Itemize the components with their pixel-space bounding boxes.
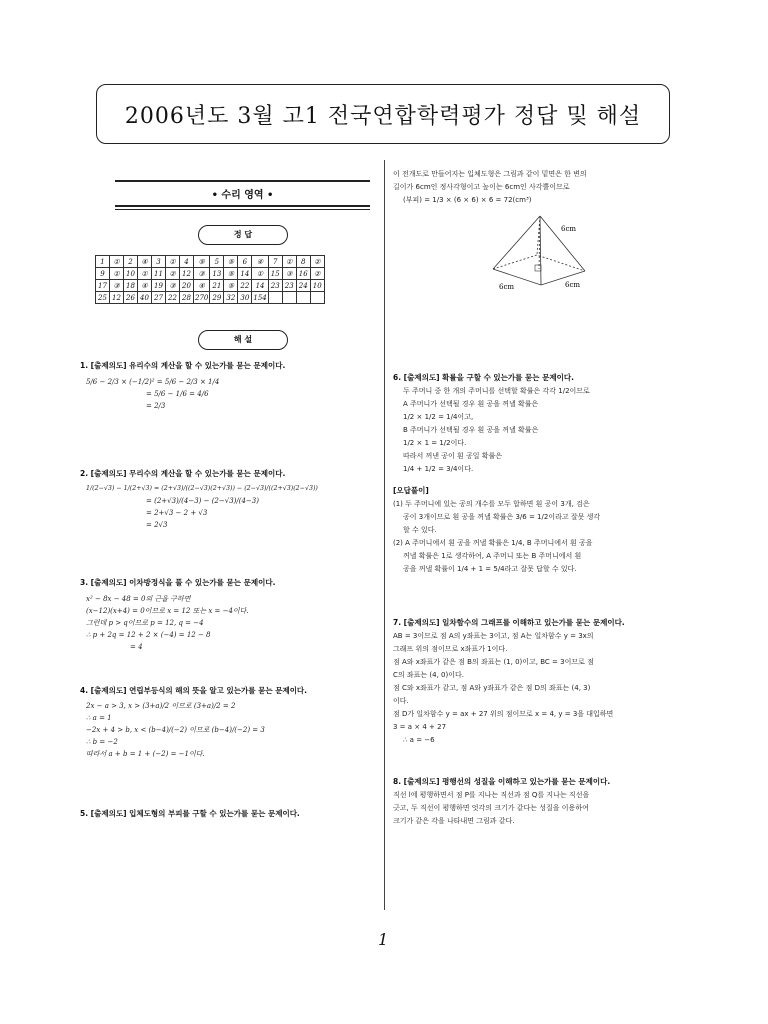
q7-line: 점 A와 x좌표가 같은 점 B의 좌표는 (1, 0)이고, BC = 3이므로 점 [393,658,594,666]
answer-value-cell: 40 [138,292,152,304]
answer-number-cell: 9 [96,268,110,280]
answer-value-cell: 32 [224,292,238,304]
answer-number-cell: 17 [96,280,110,292]
q4-line: 따라서 a + b = 1 + (−2) = −1이다. [86,750,205,758]
answers-label: 정 답 [198,225,288,245]
answer-number-cell: 21 [210,280,224,292]
answer-value-cell: ① [110,256,124,268]
wrong-answer-explanation [393,484,693,576]
answer-value-cell: ④ [138,280,152,292]
answer-value-cell: ④ [252,256,268,268]
q7-line: ∴ a = −6 [403,736,435,744]
q3-line: x² − 8x − 48 = 0의 근을 구하면 [86,594,191,603]
answer-number-cell: 10 [124,268,138,280]
q1-line: = 5/6 − 1/6 = 4/6 [146,389,209,398]
answer-number-cell: 22 [238,280,252,292]
pyramid-label-top: 6cm [561,225,577,233]
answer-number-cell: 13 [210,268,224,280]
q8-line: 직선 l에 평행하면서 점 P를 지나는 직선과 점 Q를 지나는 직선을 [393,791,590,799]
question-6 [393,371,693,476]
answer-value-cell: ⑤ [224,268,238,280]
q6-line: 1/4 + 1/2 = 3/4이다. [403,465,474,473]
answer-row [96,256,325,268]
answer-value-cell: 154 [253,293,267,302]
explanation-label: 해 설 [198,330,288,350]
answer-value-cell: ① [166,256,180,268]
question-4-head: 4. [출제의도] 연립부등식의 해의 뜻을 알고 있는가를 묻는 문제이다. [80,685,308,695]
question-8-head: 8. [출제의도] 평행선의 성질을 이해하고 있는가를 묻는 문제이다. [393,777,611,786]
page-title-text: 2006년도 3월 고1 전국연합학력평가 정답 및 해설 [124,103,642,129]
answer-value-cell: ① [138,268,152,280]
q7-line: 점 D가 일차함수 y = ax + 27 위의 점이므로 x = 4, y = 3을 대입하면 [393,710,614,718]
wrong-answer-line: (2) A 주머니에서 흰 공을 꺼낼 확률은 1/4, B 주머니에서 흰 공을 [393,539,593,547]
question-5-head: 5. [출제의도] 입체도형의 부피를 구할 수 있는가를 묻는 문제이다. [80,809,300,818]
answer-value-cell: ② [310,268,324,280]
answer-value-cell: ③ [110,280,124,292]
answer-value-cell: 14 [252,280,268,292]
answer-number-cell: 8 [296,256,310,268]
answer-number-cell: 6 [238,256,252,268]
answer-value-cell: ② [166,268,180,280]
answer-number-cell: 24 [296,280,310,292]
answer-number-cell: 3 [152,256,166,268]
left-column [80,180,370,824]
wrong-answer-line: 할 수 있다. [403,526,437,534]
q1-line: 5/6 − 2/3 × (−1/2)² = 5/6 − 2/3 × 1/4 [86,377,220,386]
wrong-answer-head: [오답풀이] [393,486,429,495]
wrong-answer-line: 꺼낼 확률은 1로 생각하여, A 주머니 또는 B 주머니에서 흰 [403,552,582,560]
question-3-head: 3. [출제의도] 이차방정식을 풀 수 있는가를 묻는 문제이다. [80,578,276,587]
question-1 [80,360,370,412]
q4-line: −2x + 4 > b, x < (b−4)/(−2) 이므로 (b−4)/(−2) = 3 [86,726,265,734]
answer-value-cell: ① [252,268,268,280]
question-7 [393,616,693,747]
answer-number-cell: 27 [152,292,166,304]
question-3 [80,577,370,653]
q1-line: = 2/3 [146,401,166,410]
q7-line: AB = 3이므로 점 A의 y좌표는 3이고, 점 A는 일차함수 y = 3x의 [393,632,594,640]
answer-number-cell: 14 [238,268,252,280]
answer-value-cell: ② [310,256,324,268]
q5-continued-line: 길이가 6cm인 정사각형이고 높이는 6cm인 사각뿔이므로 [393,183,570,191]
answer-value-cell [310,292,324,304]
answer-number-cell: 2 [124,256,138,268]
answer-number-cell: 12 [180,268,194,280]
q6-line: 1/2 × 1/2 = 1/4이고, [403,413,474,421]
answer-number-cell: 19 [152,280,166,292]
answer-value-cell: 270 [195,293,209,302]
q4-line: ∴ b = −2 [86,738,118,746]
section-heading: • 수리 영역 • [115,180,370,207]
answer-value-cell: ① [282,256,296,268]
answer-value-cell: ③ [166,280,180,292]
answer-number-cell: 26 [124,292,138,304]
answer-number-cell: 11 [152,268,166,280]
q8-line: 긋고, 두 직선이 평행하면 엇각의 크기가 같다는 성질을 이용하여 [393,804,589,812]
column-divider [384,160,385,910]
q3-line: ∴ p + 2q = 12 + 2 × (−4) = 12 − 8 [86,630,211,639]
pyramid-figure [485,211,595,291]
question-6-head: 6. [출제의도] 확률을 구할 수 있는가를 묻는 문제이다. [393,373,574,382]
q7-line: 그래프 위의 점이므로 x좌표가 1이다. [393,645,508,653]
q2-line: 1/(2−√3) − 1/(2+√3) = (2+√3)/((2−√3)(2+√3)) − (2−√3)/((2+√3)(2−√3)) [86,485,318,492]
answer-value-cell [282,292,296,304]
answer-value-cell: ⑤ [194,256,210,268]
q6-line: A 주머니가 선택될 경우 흰 공을 꺼낼 확률은 [403,400,539,408]
answer-number-cell: 1 [96,256,110,268]
answer-number-cell: 15 [268,268,282,280]
answer-number-cell: 20 [180,280,194,292]
answer-value-cell: ⑤ [224,256,238,268]
answer-number-cell: 18 [124,280,138,292]
pyramid-label-right: 6cm [565,281,581,289]
question-2 [80,468,370,532]
q5-continued-line: 이 전개도로 만들어지는 입체도형은 그림과 같이 밑면은 한 변의 [393,170,587,178]
page-title [96,84,670,144]
answer-number-cell: 30 [238,292,252,304]
answer-value-cell: 22 [166,292,180,304]
q7-line: 이다. [393,697,409,705]
q4-line: 2x − a > 3, x > (3+a)/2 이므로 (3+a)/2 = 2 [86,702,236,710]
answer-value-cell: 10 [310,280,324,292]
q3-line: = 4 [130,642,143,651]
q3-line: 그런데 p > q이므로 p = 12, q = −4 [86,618,204,627]
answer-number-cell: 25 [96,292,110,304]
answer-value-cell: 12 [110,292,124,304]
wrong-answer-line: 공을 꺼낼 확률이 1/4 + 1 = 5/4라고 잘못 답할 수 있다. [403,565,577,573]
question-4 [80,685,370,761]
q2-line: = 2+√3 − 2 + √3 [146,509,208,517]
wrong-answer-line: (1) 두 주머니에 있는 공의 개수를 모두 합하면 흰 공이 3개, 검은 [393,500,590,508]
q2-line: = (2+√3)/(4−3) − (2−√3)/(4−3) [146,497,259,505]
question-1-head: 1. [출제의도] 유리수의 계산을 할 수 있는가를 묻는 문제이다. [80,361,286,370]
answer-number-cell: 29 [210,292,224,304]
q5-volume-line: (부피) = 1/3 × (6 × 6) × 6 = 72(cm³) [403,196,532,204]
answer-value-cell: ④ [194,280,210,292]
answer-value-cell: ③ [194,268,210,280]
q6-line: 두 주머니 중 한 개의 주머니를 선택할 확률은 각각 1/2이므로 [403,387,590,395]
answer-number-cell: 16 [296,268,310,280]
answer-number-cell: 4 [180,256,194,268]
answer-row [96,292,325,304]
q4-line: ∴ a = 1 [86,714,112,722]
q6-line: 1/2 × 1 = 1/2이다. [403,439,467,447]
answer-number-cell: 23 [268,280,282,292]
answer-number-cell [268,292,282,304]
q7-line: C의 좌표는 (4, 0)이다. [393,671,464,679]
answer-number-cell: 28 [180,292,194,304]
answer-value-cell: 23 [282,280,296,292]
q7-line: 3 = a × 4 + 27 [393,723,447,731]
right-column [393,168,693,828]
answer-value-cell: ③ [282,268,296,280]
answer-number-cell: 5 [210,256,224,268]
q6-line: B 주머니가 선택될 경우 흰 공을 꺼낼 확률은 [403,426,539,434]
answer-number-cell [296,292,310,304]
pyramid-label-left: 6cm [499,283,515,291]
question-5 [80,808,370,820]
q2-line: = 2√3 [146,521,168,529]
q7-line: 점 C와 x좌표가 같고, 점 A와 y좌표가 같은 점 D의 좌표는 (4, 3) [393,684,591,692]
answer-number-cell: 7 [268,256,282,268]
answer-value-cell: ④ [138,256,152,268]
wrong-answer-line: 공이 3개이므로 흰 공을 꺼낼 확률은 3/6 = 1/2이라고 잘못 생각 [403,513,601,521]
question-8 [393,775,693,828]
q6-line: 따라서 꺼낸 공이 흰 공일 확률은 [403,452,503,460]
answer-table [95,255,325,304]
question-7-head: 7. [출제의도] 일차함수의 그래프를 이해하고 있는가를 묻는 문제이다. [393,618,625,627]
question-2-head: 2. [출제의도] 무리수의 계산을 할 수 있는가를 묻는 문제이다. [80,468,286,478]
page-number: 1 [378,930,389,949]
q3-line: (x−12)(x+4) = 0이므로 x = 12 또는 x = −4이다. [86,606,249,615]
answer-row [96,280,325,292]
answer-row [96,268,325,280]
q8-line: 크기가 같은 각을 나타내면 그림과 같다. [393,817,515,825]
answer-value-cell: ① [110,268,124,280]
answer-value-cell: ⑤ [224,280,238,292]
